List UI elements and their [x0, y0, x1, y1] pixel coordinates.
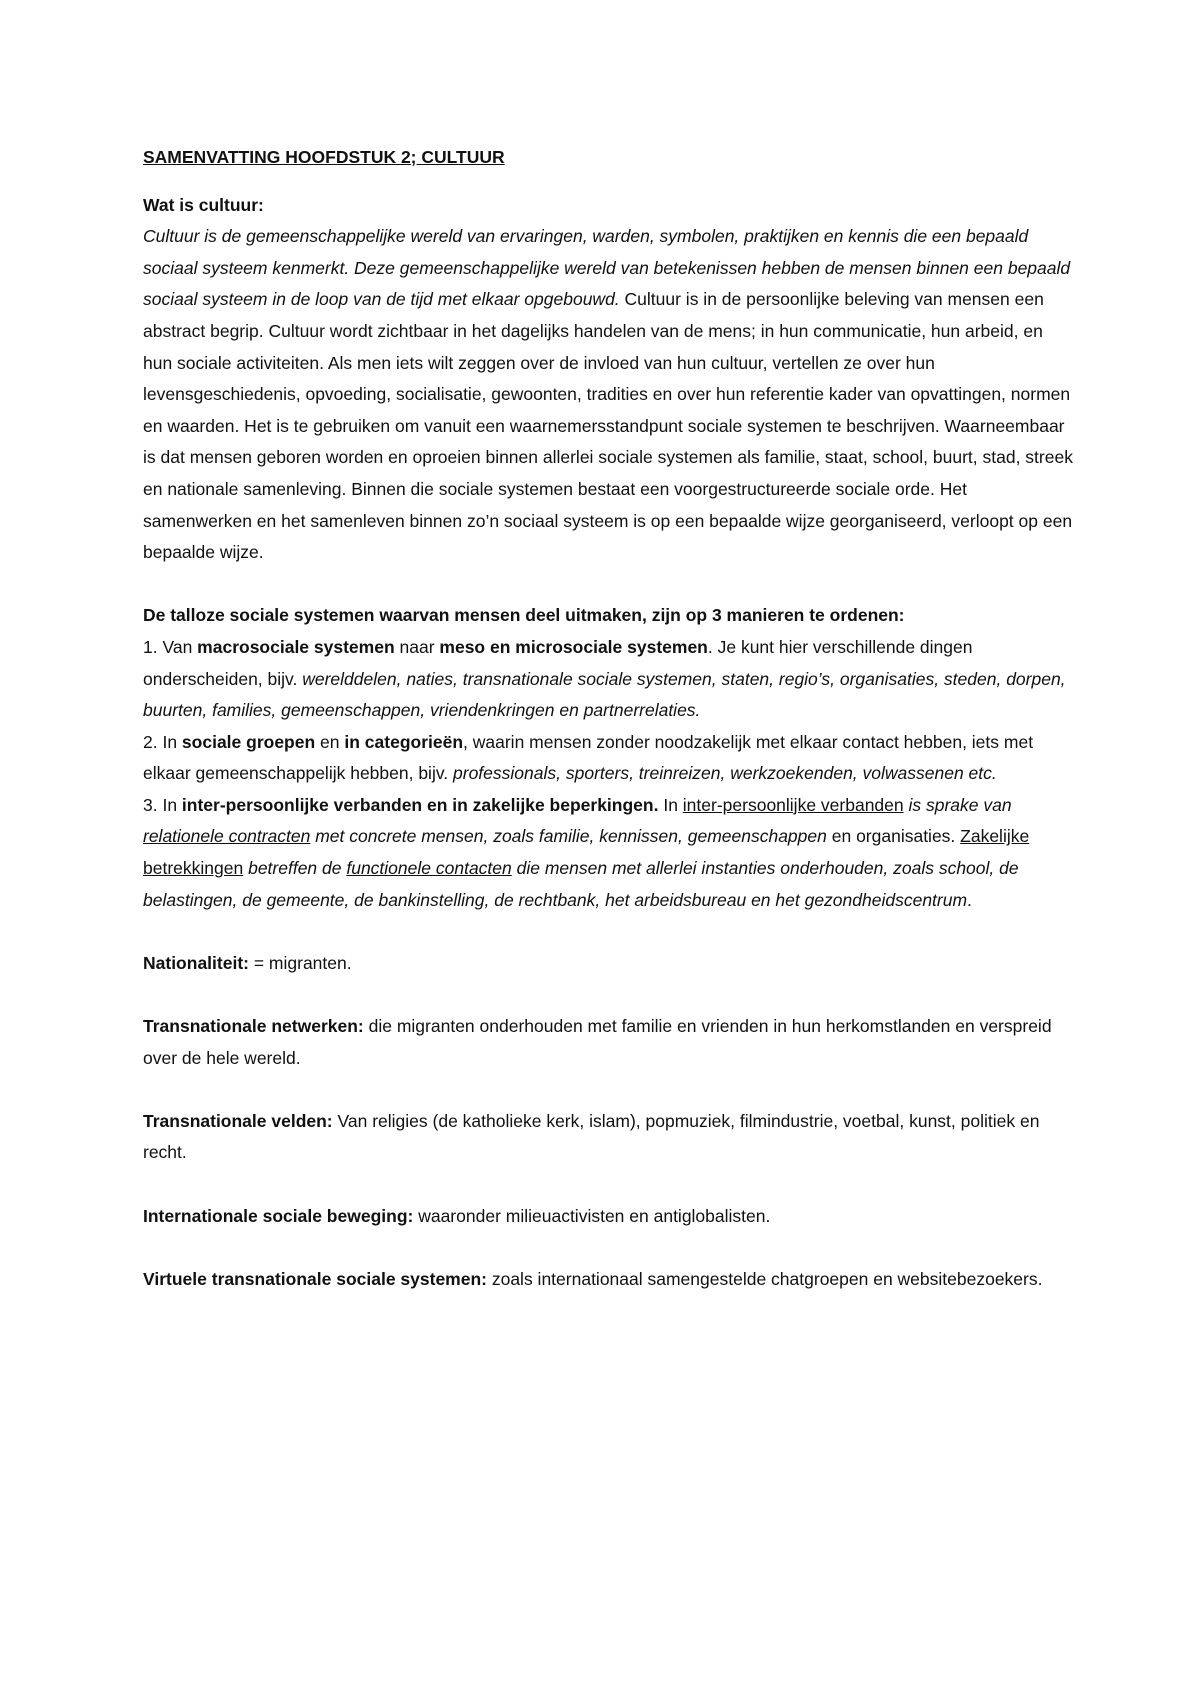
section-transnationale-netwerken: Transnationale netwerken: die migranten onderhouden met familie en vrienden in hun herkomstlanden en verspreid over de hele wereld. — [143, 1016, 1052, 1068]
spacer — [143, 1169, 1073, 1201]
section-virtuele-systemen: Virtuele transnationale sociale systemen: zoals internationaal samengestelde chatgroepen en websitebezoekers. — [143, 1268, 1043, 1289]
document-title: SAMENVATTING HOOFDSTUK 2; CULTUUR — [143, 147, 505, 167]
section-ordening-heading: De talloze sociale systemen waarvan mensen deel uitmaken, zijn op 3 manieren te ordenen: — [143, 605, 905, 626]
section-internationale-sociale-beweging: Internationale sociale beweging: waaronder milieuactivisten en antiglobalisten. — [143, 1205, 771, 1226]
document-page — [143, 142, 1073, 1295]
list-item-3: 3. In inter-persoonlijke verbanden en in zakelijke beperkingen. In inter-persoonlijke verbanden is sprake van relationele contracten met concrete mensen, zoals familie, kennissen, gemeenschappen en organisaties. Zakelijke betrekkingen betreffen de functionele contacten die mensen met allerlei instanties onderhouden, zoals school, de belastingen, de gemeente, de bankinstelling, de rechtbank, het arbeidsbureau en het gezondheidscentrum. — [143, 794, 1030, 910]
spacer — [143, 979, 1073, 1011]
spacer — [143, 1232, 1073, 1264]
spacer — [143, 1074, 1073, 1106]
section-nationaliteit: Nationaliteit: = migranten. — [143, 952, 352, 973]
definition-italic: Cultuur is de gemeenschappelijke wereld van ervaringen, warden, symbolen, praktijken en kennis die een bepaald sociaal systeem kenmerkt. Deze gemeenschappelijke wereld van betekenissen hebben de mensen binnen een bepaald sociaal systeem in de loop van de tijd met elkaar opgebouwd. — [143, 226, 1071, 310]
list-item-1: 1. Van macrosociale systemen naar meso en microsociale systemen. Je kunt hier verschillende dingen onderscheiden, bijv. werelddelen, naties, transnationale sociale systemen, staten, regio’s, organisaties, steden, dorpen, buurten, families, gemeenschappen, vriendenkringen en partnerrelaties. — [143, 636, 1066, 721]
section-wat-is-cultuur-body — [143, 221, 1073, 569]
spacer — [143, 569, 1073, 601]
spacer — [143, 916, 1073, 948]
body-text: Cultuur is in de persoonlijke beleving van mensen een abstract begrip. Cultuur wordt zichtbaar in het dagelijks handelen van de mens; in hun communicatie, hun arbeid, en hun sociale activiteiten. Als men iets wilt zeggen over de invloed van hun cultuur, vertellen ze over hun levensgeschiedenis, opvoeding, socialisatie, gewoonten, tradities en over hun referentie kader van opvattingen, normen en waarden. Het is te gebruiken om vanuit een waarnemersstandpunt sociale systemen te beschrijven. Waarneembaar is dat mensen geboren worden en oproeien binnen allerlei sociale systemen als familie, staat, school, buurt, stad, streek en nationale samenleving. Binnen die sociale systemen bestaat een voorgestructureerde sociale orde. Het samenwerken en het samenleven binnen zo’n sociaal systeem is op een bepaalde wijze georganiseerd, verloopt op een bepaalde wijze. — [143, 289, 1073, 563]
list-item-2: 2. In sociale groepen en in categorieën, waarin mensen zonder noodzakelijk met elkaar contact hebben, iets met elkaar gemeenschappelijk hebben, bijv. professionals, sporters, treinreizen, werkzoekenden, volwassenen etc. — [143, 731, 1034, 784]
section-wat-is-cultuur-heading: Wat is cultuur: — [143, 194, 264, 215]
section-transnationale-velden: Transnationale velden: Van religies (de katholieke kerk, islam), popmuziek, filmindustrie, voetbal, kunst, politiek en recht. — [143, 1110, 1040, 1163]
